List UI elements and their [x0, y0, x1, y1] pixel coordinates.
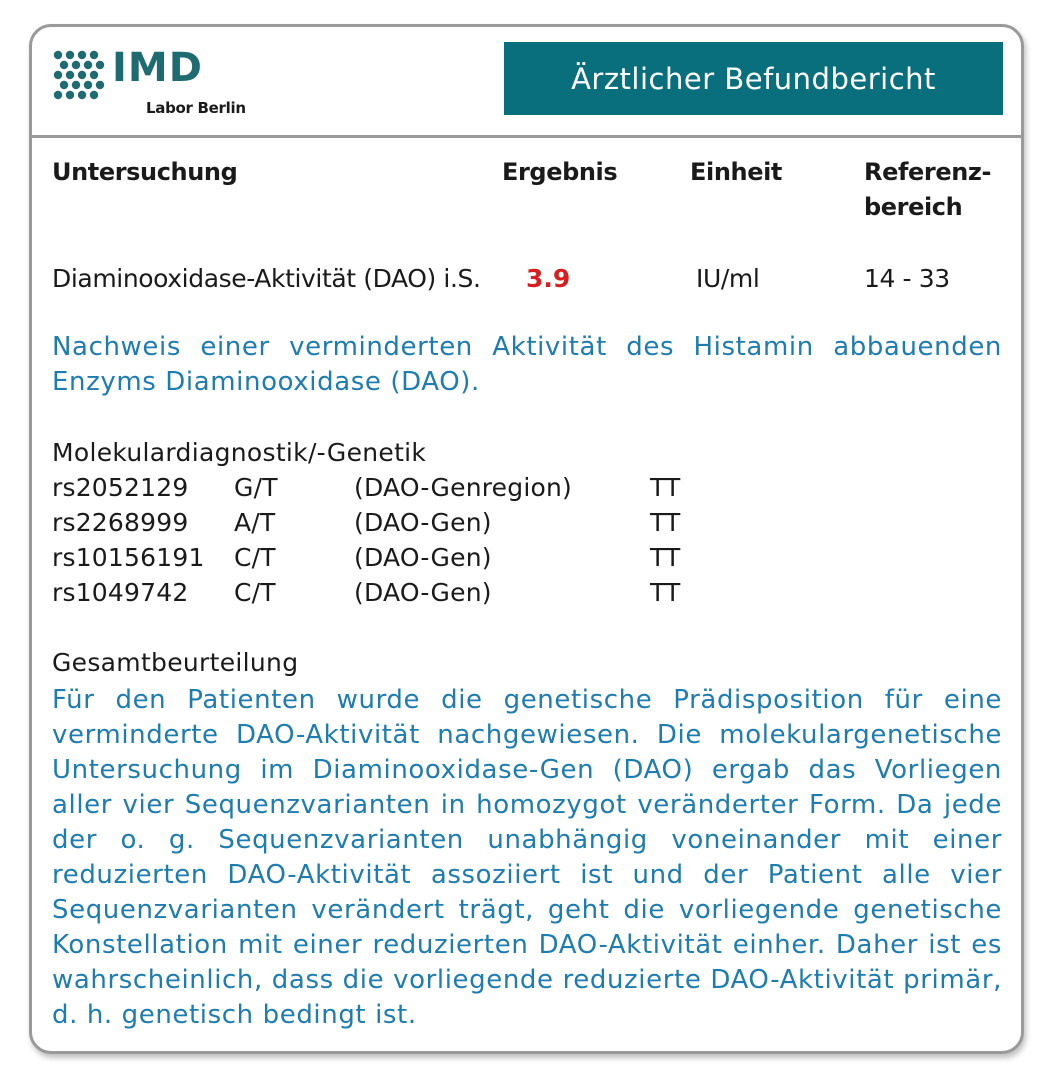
variant-genotype: TT: [650, 578, 681, 607]
variant-genotype: TT: [650, 543, 681, 572]
variant-genotype: TT: [650, 508, 681, 537]
variant-region: (DAO-Gen): [354, 578, 492, 607]
molecular-section-title: Molekulardiagnostik/-Genetik: [52, 438, 427, 467]
variant-region: (DAO-Genregion): [354, 473, 572, 502]
column-header-result: Ergebnis: [502, 158, 618, 186]
variant-rs-id: rs10156191: [52, 543, 205, 572]
column-header-unit: Einheit: [690, 158, 782, 186]
variant-rs-id: rs1049742: [52, 578, 189, 607]
finding-text: Nachweis einer verminderten Aktivität des Histamin abbauenden Enzyms Diaminooxidase (DAO).: [52, 332, 1002, 397]
test-name: Diaminooxidase-Aktivität (DAO) i.S.: [52, 264, 481, 293]
dot-grid-logo-icon: [52, 49, 108, 105]
column-header-reference-line1: Referenz-: [864, 158, 992, 186]
logo-subtitle: Labor Berlin: [146, 99, 246, 117]
assessment-text: Für den Patienten wurde die genetische Prädisposition für eine verminderte DAO-Aktivität nachgewiesen. Die molekulargenetische Untersuchung im Diaminooxidase-Gen (DAO) ergab das Vorliegen aller vier Sequenzvarianten in homozygot veränderter Form. Da jede der o. g. Sequenzvarianten unabhängig voneinander mit einer reduzierten DAO-Aktivität assoziiert ist und der Patient alle vier Sequenzvarianten verändert trägt, geht die vorliegende genetische Konstellation mit einer reduzierten DAO-Aktivität einher. Daher ist es wahrscheinlich, dass die vorliegende reduzierte DAO-Aktivität primär, d. h. genetisch bedingt ist.: [52, 685, 1002, 1030]
column-header-test: Untersuchung: [52, 158, 238, 186]
variant-region: (DAO-Gen): [354, 543, 492, 572]
report-card: [29, 24, 1024, 1054]
reference-range: 14 - 33: [864, 264, 950, 293]
variant-alleles: C/T: [234, 578, 276, 607]
report-title: Ärztlicher Befundbericht: [504, 42, 1003, 115]
report-header: [32, 27, 1021, 138]
variant-alleles: A/T: [234, 508, 276, 537]
test-unit: IU/ml: [696, 264, 760, 293]
variant-genotype: TT: [650, 473, 681, 502]
variant-rs-id: rs2268999: [52, 508, 189, 537]
variant-rs-id: rs2052129: [52, 473, 189, 502]
variant-alleles: G/T: [234, 473, 278, 502]
variant-alleles: C/T: [234, 543, 276, 572]
test-result: 3.9: [526, 264, 571, 293]
logo-wordmark: IMD: [112, 45, 203, 91]
variant-region: (DAO-Gen): [354, 508, 492, 537]
imd-logo: [52, 45, 292, 119]
assessment-title: Gesamtbeurteilung: [52, 648, 299, 677]
column-header-reference-line2: bereich: [864, 193, 963, 221]
